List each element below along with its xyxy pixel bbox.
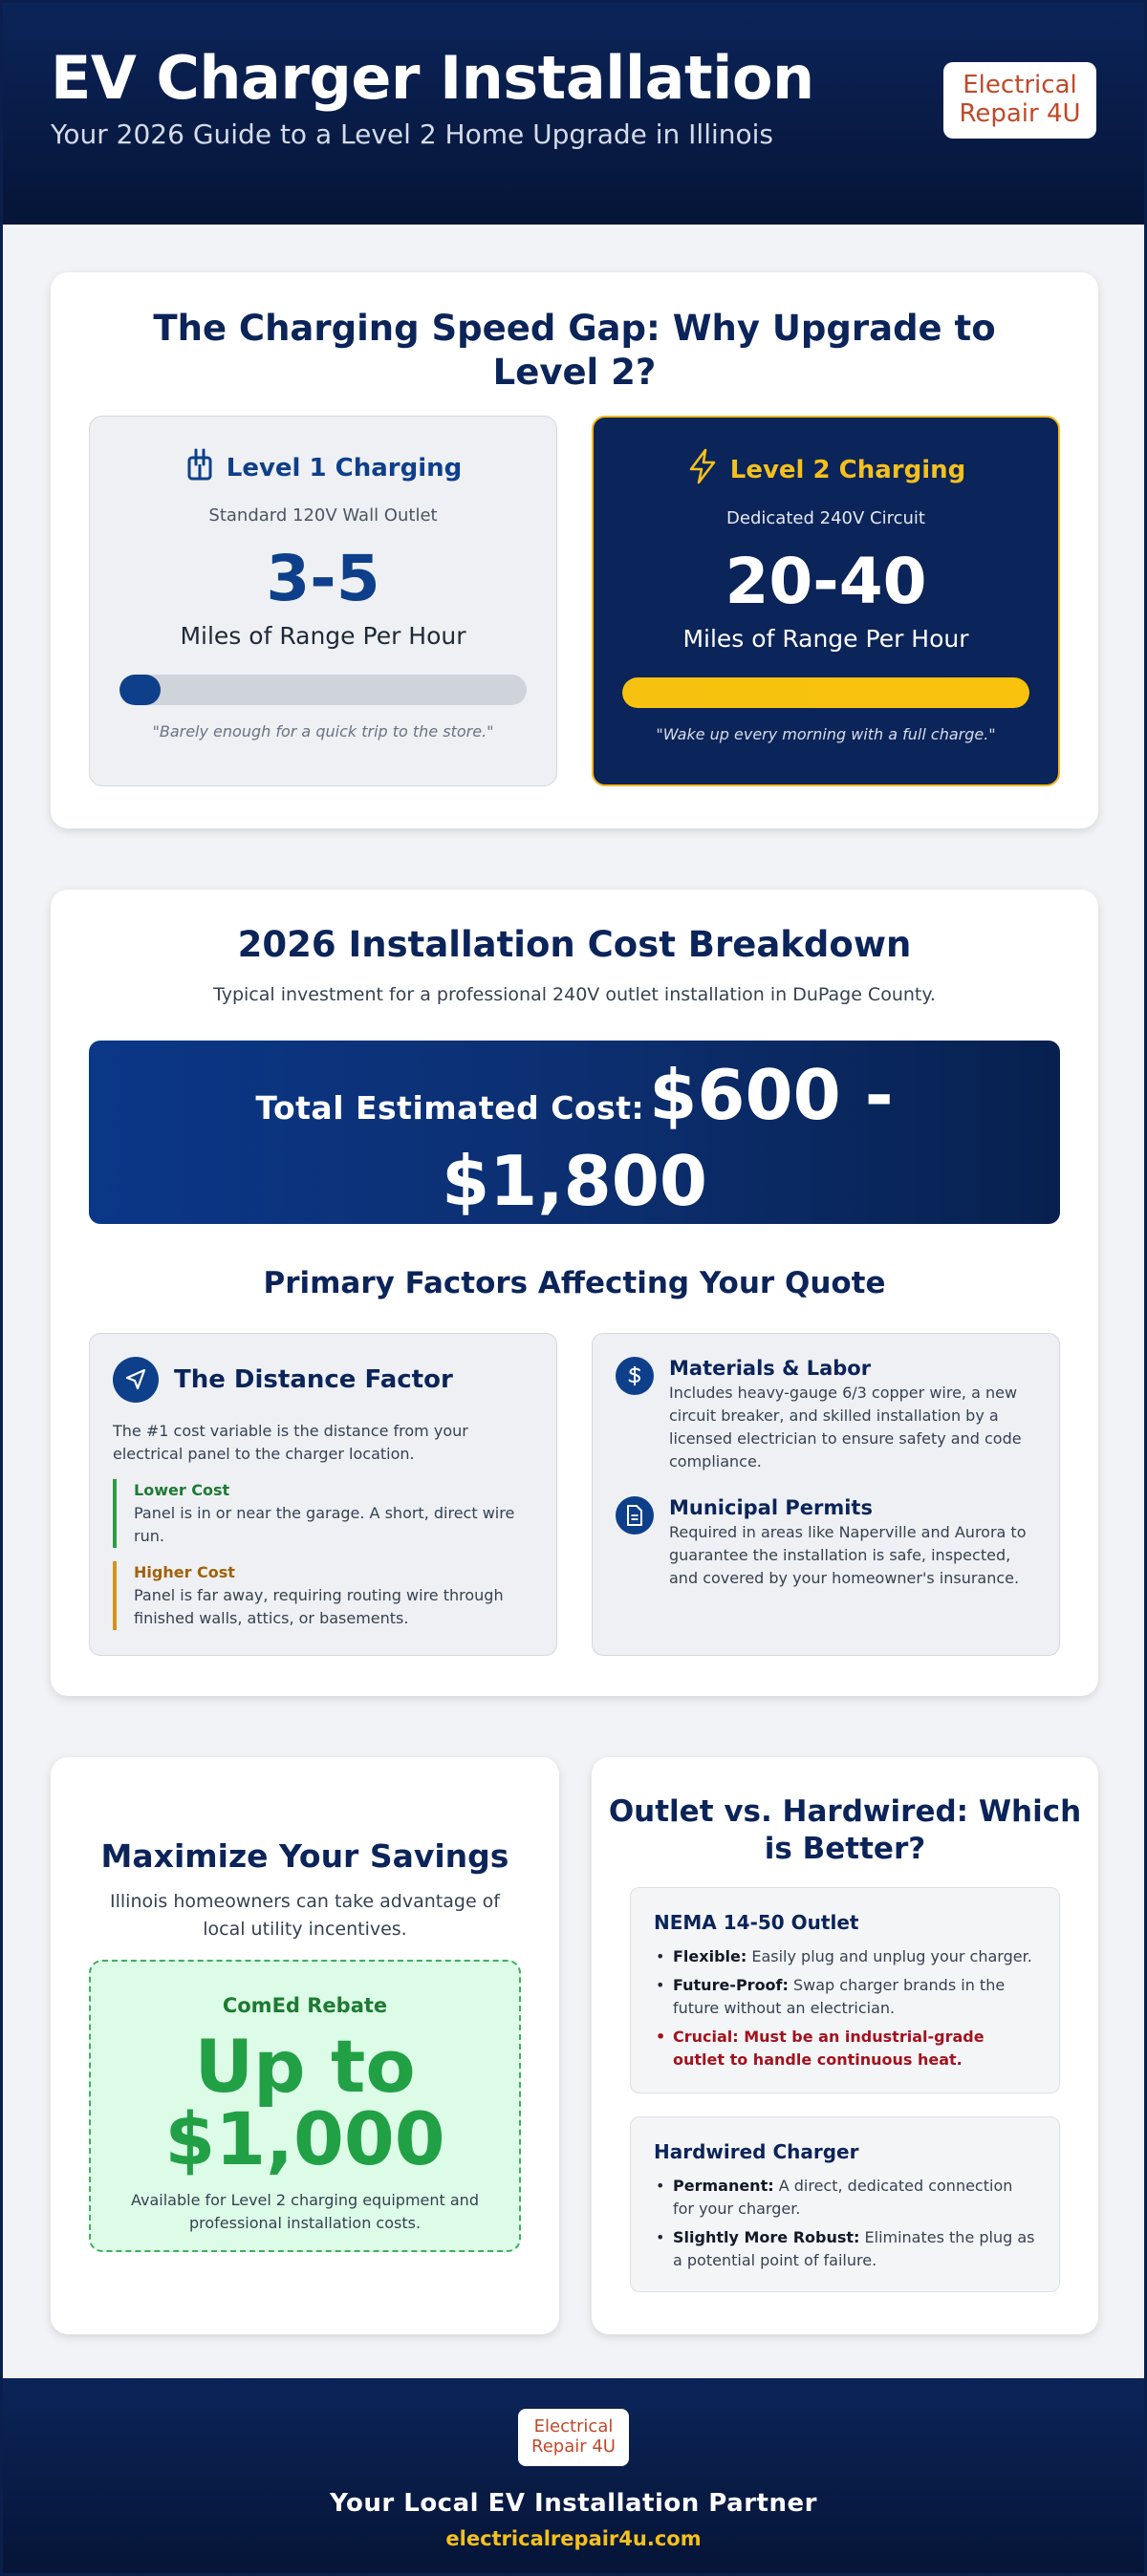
materials-labor-item [616, 1357, 1036, 1473]
higher-cost-text: Panel is far away, requiring routing wire through finished walls, attics, or basements. [134, 1586, 504, 1627]
footer-tagline: Your Local EV Installation Partner [330, 2489, 817, 2518]
materials-permits-box [592, 1333, 1060, 1656]
outlet-vs-hardwired-card [592, 1757, 1098, 2334]
level2-panel [592, 416, 1060, 786]
total-cost-label: Total Estimated Cost: [255, 1089, 645, 1127]
level1-panel [89, 416, 557, 786]
logo-line1: Electrical [963, 71, 1077, 100]
level1-title: Level 1 Charging [226, 453, 463, 483]
navigation-arrow-icon [113, 1357, 159, 1403]
level1-speed-bar-fill [119, 675, 161, 705]
distance-factor-box [89, 1333, 557, 1656]
rebate-box [89, 1960, 521, 2252]
hardwired-title: Hardwired Charger [654, 2140, 859, 2163]
cost-title: 2026 Installation Cost Breakdown [237, 924, 912, 965]
permits-title: Municipal Permits [669, 1496, 873, 1519]
hardwired-bullet-permanent: • Permanent: A direct, dedicated connection for your charger. [654, 2175, 1036, 2221]
cost-breakdown-card [51, 890, 1098, 1696]
level1-unit: Miles of Range Per Hour [180, 621, 466, 650]
level1-quote: "Barely enough for a quick trip to the store." [152, 721, 494, 741]
cost-subtitle: Typical investment for a professional 240V outlet installation in DuPage County. [213, 984, 936, 1005]
materials-text: Includes heavy-gauge 6/3 copper wire, a new circuit breaker, and skilled installation by a licensed electrician to ensure safety and code compliance. [669, 1384, 1022, 1470]
hardwired-bullet-robust: • Slightly More Robust: Eliminates the plug as a potential point of failure. [654, 2226, 1036, 2272]
nema-bullet-flexible: • Flexible: Easily plug and unplug your charger. [654, 1945, 1036, 1968]
charging-speed-card [51, 272, 1098, 828]
distance-factor-text: The #1 cost variable is the distance from your electrical panel to the charger location. [113, 1422, 468, 1463]
permits-text: Required in areas like Naperville and Aurora to guarantee the installation is safe, inspected, and covered by your homeowner's insurance. [669, 1523, 1027, 1587]
savings-title: Maximize Your Savings [100, 1837, 509, 1875]
permits-item [616, 1496, 1036, 1590]
rebate-text: Available for Level 2 charging equipment and professional installation costs. [131, 2191, 479, 2232]
document-icon [616, 1496, 654, 1535]
footer-website-link[interactable]: electricalrepair4u.com [445, 2527, 702, 2550]
lightning-icon [686, 448, 719, 491]
rebate-value-line2: $1,000 [164, 2096, 445, 2181]
level1-range: 3-5 [266, 542, 380, 615]
level2-range: 20-40 [725, 545, 927, 618]
nema-bullet-crucial: • Crucial: Must be an industrial-grade outlet to handle continuous heat. [654, 2026, 1036, 2072]
level1-subtitle: Standard 120V Wall Outlet [208, 505, 438, 526]
level2-title: Level 2 Charging [729, 455, 966, 484]
dollar-icon [616, 1357, 654, 1395]
total-cost-banner [89, 1041, 1060, 1224]
level2-unit: Miles of Range Per Hour [682, 624, 969, 653]
materials-title: Materials & Labor [669, 1357, 872, 1380]
charging-speed-title: The Charging Speed Gap: Why Upgrade to Level 2? [153, 308, 996, 394]
level2-quote: "Wake up every morning with a full charge." [656, 724, 996, 743]
plug-icon [184, 447, 215, 488]
level2-speed-bar-fill [622, 677, 1029, 708]
footer-logo-line1: Electrical [533, 2416, 614, 2437]
outlet-title: Outlet vs. Hardwired: Which is Better? [608, 1794, 1082, 1866]
page-subtitle: Your 2026 Guide to a Level 2 Home Upgrade in Illinois [51, 118, 774, 151]
higher-cost-item [113, 1561, 530, 1630]
level2-subtitle: Dedicated 240V Circuit [726, 508, 925, 528]
brand-logo[interactable] [943, 62, 1096, 139]
footer-logo-line2: Repair 4U [531, 2436, 616, 2457]
total-cost-value-part1: $600 - [649, 1055, 894, 1135]
header [3, 3, 1144, 225]
nema-outlet-box [630, 1887, 1060, 2093]
lower-cost-item [113, 1479, 530, 1548]
distance-factor-title: The Distance Factor [174, 1365, 453, 1394]
lower-cost-head: Lower Cost [134, 1481, 230, 1499]
footer-logo[interactable] [518, 2409, 629, 2466]
lower-cost-text: Panel is in or near the garage. A short, direct wire run. [134, 1504, 515, 1545]
logo-line2: Repair 4U [959, 99, 1081, 128]
hardwired-box [630, 2116, 1060, 2292]
rebate-label: ComEd Rebate [222, 1994, 388, 2017]
nema-bullet-future-proof: • Future-Proof: Swap charger brands in the future without an electrician. [654, 1974, 1036, 2020]
savings-subtitle: Illinois homeowners can take advantage of local utility incentives. [110, 1891, 500, 1940]
total-cost-value-part2: $1,800 [442, 1141, 707, 1221]
level1-speed-bar [119, 675, 527, 705]
savings-card [51, 1757, 559, 2334]
page-title: EV Charger Installation [51, 43, 814, 113]
higher-cost-head: Higher Cost [134, 1563, 235, 1581]
level2-speed-bar [622, 677, 1029, 708]
rebate-value-line1: Up to [194, 2024, 416, 2109]
nema-title: NEMA 14-50 Outlet [654, 1911, 859, 1934]
factors-title: Primary Factors Affecting Your Quote [263, 1266, 886, 1300]
footer [3, 2378, 1144, 2573]
